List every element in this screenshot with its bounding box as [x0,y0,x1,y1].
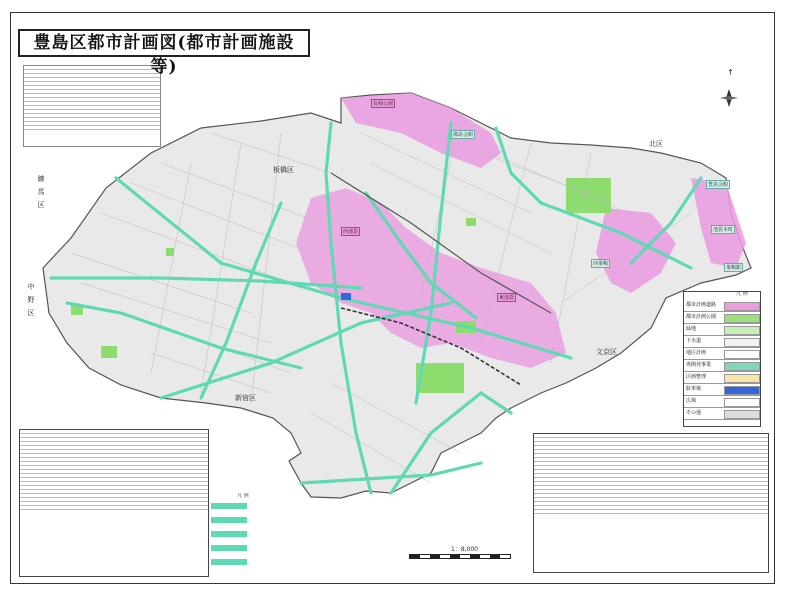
legend-item-label: 地区計画 [686,350,707,356]
park-6 [166,248,174,256]
ward-label-kita: 北区 [649,140,663,148]
legend-item [684,324,760,336]
legend-item-swatch [724,410,760,419]
legend-item-swatch [724,350,760,359]
legend-item [684,300,760,312]
legend-item [684,372,760,384]
page-title: 豊島区都市計画図(都市計画施設等) [18,29,310,57]
legend-item-swatch [724,314,760,323]
legend-item-swatch [724,302,760,311]
legend-item [684,384,760,396]
district-label: 池袋本町 [713,227,734,233]
legend-item [684,348,760,360]
legend-item-label: 都市計画公園 [686,314,717,320]
district-label: 西巣鴨 [593,261,609,267]
ward-label-shinjuku: 新宿区 [235,394,256,402]
legend-swatch [211,503,247,509]
legend-item-label: 再開発事業 [686,362,712,368]
legend-item-swatch [724,326,760,335]
district-label: 巣鴨駅 [726,265,742,271]
info-table-top [23,65,161,147]
legend-item [684,408,760,420]
legend-item-label: 下水道 [686,338,702,344]
legend-panel [683,291,761,427]
legend-heading-bottom: 凡 例 [237,493,249,499]
ward-label-bunkyo: 文京区 [596,348,617,356]
legend-swatch [211,517,247,523]
district-label: 豊島会館 [708,182,729,188]
legend-item-swatch [724,374,760,383]
park-7 [466,218,476,226]
legend-panel-bottom [209,493,281,573]
station-marker [341,293,351,300]
north-mark: ↑ [727,68,734,77]
legend-item-swatch [724,362,760,371]
district-label: 東池袋 [499,295,515,301]
legend-item [684,312,760,324]
facility-table-right [533,433,769,573]
park-3 [101,346,117,358]
legend-item [684,336,760,348]
ward-label-nakano: 中野区 [27,283,35,317]
ward-label-nerima: 練馬区 [37,175,45,209]
legend-swatch [211,531,247,537]
legend-item-label: その他 [686,410,702,416]
legend-swatch [211,545,247,551]
compass-rose [720,89,738,107]
legend-item-swatch [724,338,760,347]
ward-label-itabashi: 板橋区 [273,166,294,174]
legend-item-label: 駐車場 [686,386,702,392]
legend-heading: 凡 例 [736,291,748,297]
legend-item-label: 区画整理 [686,374,707,380]
legend-item [684,360,760,372]
district-label: 西池袋 [343,229,359,235]
legend-item-label: 広場 [686,398,697,404]
scale-label: 1：8,000 [451,546,478,553]
scale-bar [409,554,511,559]
legend-item [684,396,760,408]
map-frame [10,12,775,584]
legend-swatch [211,559,247,565]
legend-item-label: 都市計画道路 [686,302,717,308]
district-label: 長崎公園 [373,101,394,107]
legend-item-swatch [724,386,760,395]
district-label: 都島会館 [453,132,474,138]
legend-item-label: 緑地 [686,326,697,332]
facility-table-left [19,429,209,577]
legend-item-swatch [724,398,760,407]
